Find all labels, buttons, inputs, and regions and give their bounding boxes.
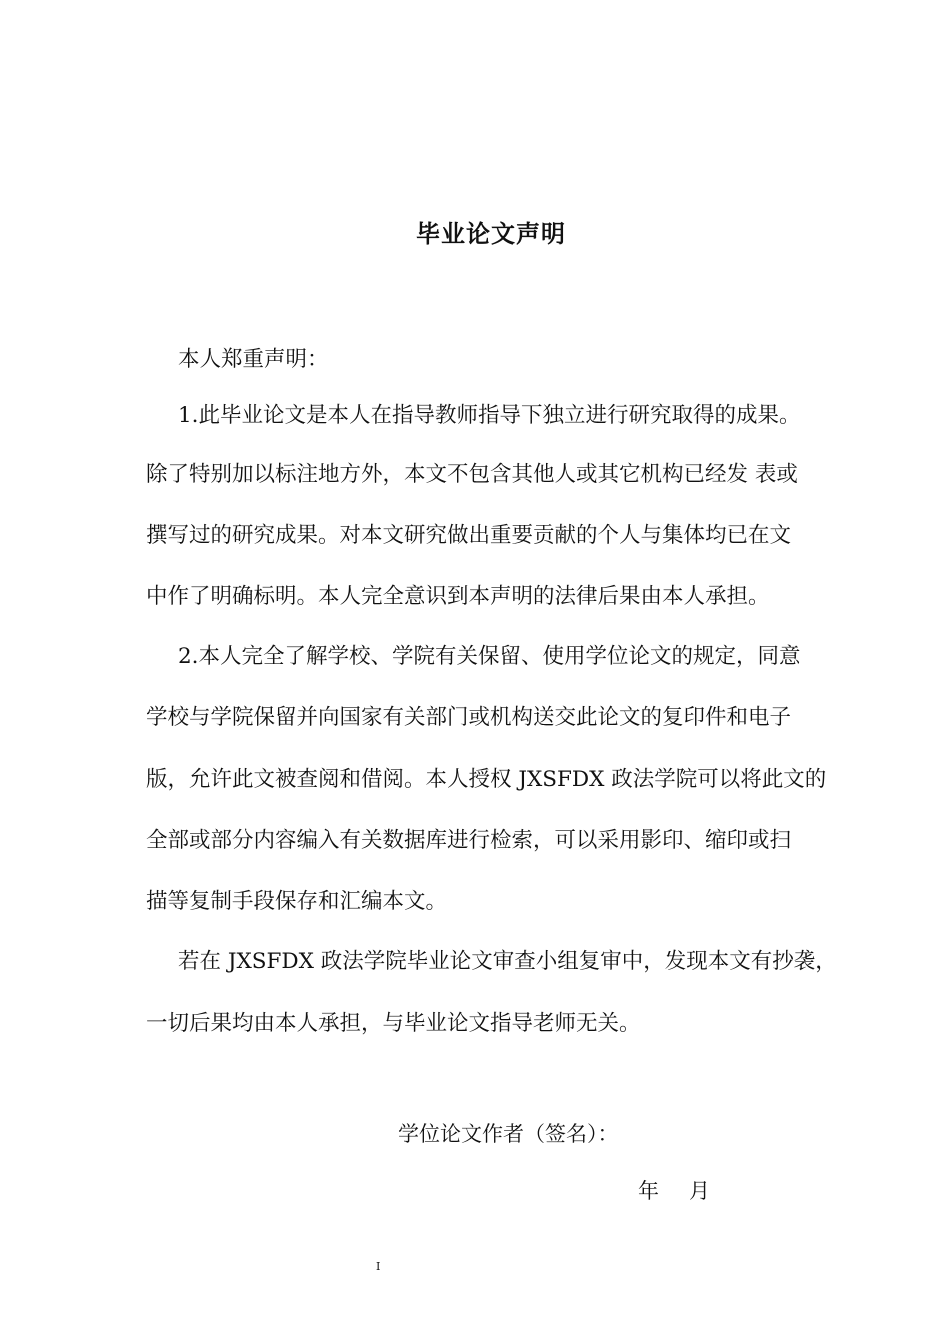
clause-1-line-1: 1.此毕业论文是本人在指导教师指导下独立进行研究取得的成果。 xyxy=(178,403,801,428)
clause-3-line-1: 若在 JXSFDX 政法学院毕业论文审查小组复审中，发现本文有抄袭， xyxy=(178,949,837,974)
clause-2-line-2: 学校与学院保留并向国家有关部门或机构送交此论文的复印件和电子 xyxy=(146,705,792,730)
page-number: I xyxy=(376,1260,381,1273)
date-month-label: 月 xyxy=(689,1179,710,1203)
clause-1-line-3: 撰写过的研究成果。对本文研究做出重要贡献的个人与集体均已在文 xyxy=(146,523,792,548)
clause-2-line-4: 全部或部分内容编入有关数据库进行检索，可以采用影印、缩印或扫 xyxy=(146,828,792,853)
clause-2-line-1: 2.本人完全了解学校、学院有关保留、使用学位论文的规定，同意 xyxy=(178,644,801,669)
page-title: 毕业论文声明 xyxy=(416,220,566,248)
clause-3-line-2: 一切后果均由本人承担，与毕业论文指导老师无关。 xyxy=(146,1011,641,1036)
signature-label: 学位论文作者（签名）： xyxy=(398,1122,619,1146)
date-year-label: 年 xyxy=(638,1179,659,1203)
declaration-intro: 本人郑重声明： xyxy=(178,347,329,372)
clause-2-line-5: 描等复制手段保存和汇编本文。 xyxy=(146,889,448,914)
signature-date xyxy=(638,1175,710,1205)
clause-1-line-2: 除了特别加以标注地方外，本文不包含其他人或其它机构已经发 表或 xyxy=(146,462,798,487)
clause-2-line-3: 版，允许此文被查阅和借阅。本人授权 JXSFDX 政法学院可以将此文的 xyxy=(146,767,827,792)
clause-1-line-4: 中作了明确标明。本人完全意识到本声明的法律后果由本人承担。 xyxy=(146,584,770,609)
